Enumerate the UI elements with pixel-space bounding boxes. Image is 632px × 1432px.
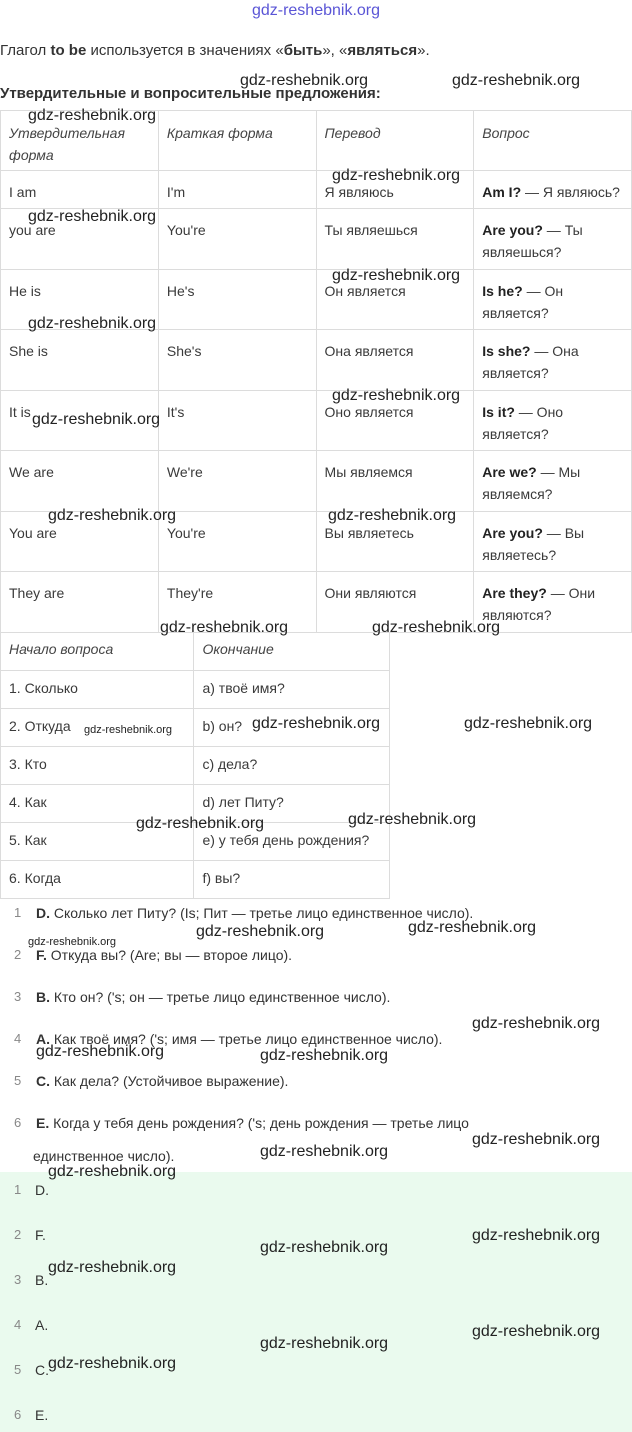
cell-translation: Я являюсь xyxy=(316,171,474,209)
cell-full: You are xyxy=(1,511,159,572)
question-en: Are you? xyxy=(482,222,543,238)
answer-number: 3 xyxy=(14,1272,22,1287)
table-row xyxy=(1,671,390,709)
answer-text xyxy=(36,1073,288,1089)
cell-translation: Она является xyxy=(316,330,474,391)
cell-translation: Оно является xyxy=(316,390,474,451)
cell-start: 6. Когда xyxy=(1,861,194,899)
answer-number: 6 xyxy=(14,1115,22,1130)
answer-explanation: Как твоё имя? ('s; имя — третье лицо единственное число). xyxy=(50,1031,443,1047)
answer-letter: A. xyxy=(36,1031,50,1047)
cell-start: 2. Откуда xyxy=(1,709,194,747)
question-en: Are you? xyxy=(482,524,543,541)
cell-translation: Мы являемся xyxy=(316,451,474,512)
cell-short: He's xyxy=(158,269,316,330)
answer-letter: A. xyxy=(35,1317,49,1333)
header-translation: Перевод xyxy=(316,111,474,171)
watermark: gdz-reshebnik.org xyxy=(472,1323,601,1340)
watermark: gdz-reshebnik.org xyxy=(196,923,325,940)
question-en: Are we? xyxy=(482,464,537,480)
answer-letter: C. xyxy=(36,1073,50,1089)
watermark: gdz-reshebnik.org xyxy=(240,72,369,89)
intro-sep: », « xyxy=(322,42,348,59)
question-ru: — Она является? xyxy=(482,343,579,381)
cell-start: 5. Как xyxy=(1,823,194,861)
watermark: gdz-reshebnik.org xyxy=(28,208,157,225)
cell-short: You're xyxy=(158,511,316,572)
watermark: gdz-reshebnik.org xyxy=(28,107,157,124)
watermark: gdz-reshebnik.org xyxy=(332,267,461,284)
intro-meaning-2: являться xyxy=(347,42,418,59)
watermark: gdz-reshebnik.org xyxy=(160,619,289,636)
answer-number: 2 xyxy=(14,1227,22,1242)
answer-number: 2 xyxy=(14,947,22,962)
watermark: gdz-reshebnik.org xyxy=(260,1239,389,1256)
intro-post: ». xyxy=(417,42,430,59)
cell-start: 3. Кто xyxy=(1,747,194,785)
watermark: gdz-reshebnik.org xyxy=(328,507,457,524)
watermark: gdz-reshebnik.org xyxy=(260,1143,389,1160)
to-be-forms-table xyxy=(0,110,632,633)
cell-full: He is xyxy=(1,269,159,330)
table-row xyxy=(1,572,632,633)
intro-meaning-1: быть xyxy=(283,42,323,59)
answer-number: 3 xyxy=(14,989,22,1004)
cell-translation: Вы являетесь xyxy=(316,511,474,572)
question-ru: — Он является? xyxy=(482,282,564,321)
question-ru: — Мы являемся? xyxy=(482,464,581,502)
question-ru: — Ты являешься? xyxy=(482,222,583,260)
answer-number: 4 xyxy=(14,1031,22,1046)
cell-short: I'm xyxy=(158,171,316,209)
cell-full: I am xyxy=(1,171,159,209)
header-short-form: Краткая форма xyxy=(158,111,316,171)
question-ru: — Они являются? xyxy=(482,585,596,623)
watermark: gdz-reshebnik.org xyxy=(348,811,477,828)
question-en: Is he? xyxy=(482,282,523,299)
cell-translation: Они являются xyxy=(316,572,474,633)
intro-pre: Глагол xyxy=(0,42,51,59)
answer-letter: B. xyxy=(36,989,50,1005)
table-header-row xyxy=(1,633,390,671)
cell-end: b) он? xyxy=(194,709,390,747)
answer-letter: C. xyxy=(35,1362,49,1378)
watermark: gdz-reshebnik.org xyxy=(260,1335,389,1352)
cell-end: e) у тебя день рождения? xyxy=(194,823,390,861)
watermark: gdz-reshebnik.org xyxy=(48,1259,177,1276)
answer-letter: B. xyxy=(35,1272,49,1288)
question-ru: — Вы являетесь? xyxy=(482,524,585,563)
watermark: gdz-reshebnik.org xyxy=(36,1043,165,1060)
answer-explanation: Откуда вы? (Are; вы — второе лицо). xyxy=(46,947,293,963)
cell-end: f) вы? xyxy=(194,861,390,899)
cell-question xyxy=(474,390,632,451)
answer-explanation: Когда у тебя день рождения? ('s; день рождения — третье лицо xyxy=(49,1115,469,1131)
watermark: gdz-reshebnik.org xyxy=(84,724,173,736)
cell-start: 4. Как xyxy=(1,785,194,823)
watermark: gdz-reshebnik.org xyxy=(332,167,461,184)
intro-verb: to be xyxy=(50,42,87,59)
watermark: gdz-reshebnik.org xyxy=(472,1015,601,1032)
watermark: gdz-reshebnik.org xyxy=(252,715,381,732)
answer-letter: F. xyxy=(35,1227,46,1243)
watermark: gdz-reshebnik.org xyxy=(28,315,157,332)
cell-translation: Он является xyxy=(316,269,474,330)
watermark: gdz-reshebnik.org xyxy=(472,1227,601,1244)
answer-text xyxy=(36,1115,469,1131)
watermark: gdz-reshebnik.org xyxy=(32,411,161,428)
answer-number: 6 xyxy=(14,1407,22,1422)
answer-letter: F. xyxy=(36,947,47,963)
answer-letter: E. xyxy=(36,1115,50,1131)
cell-full: They are xyxy=(1,572,159,633)
cell-question xyxy=(474,209,632,270)
cell-end: d) лет Питу? xyxy=(194,785,390,823)
answer-explanation: Сколько лет Питу? (Is; Пит — третье лицо единственное число). xyxy=(50,905,474,921)
header-question-start: Начало вопроса xyxy=(1,633,194,671)
question-en: Is it? xyxy=(482,403,515,420)
question-en: Is she? xyxy=(482,343,531,359)
header-question: Вопрос xyxy=(474,111,632,171)
watermark: gdz-reshebnik.org xyxy=(464,715,593,732)
question-ru: — Оно является? xyxy=(482,403,564,442)
cell-short: It's xyxy=(158,390,316,451)
cell-end: a) твоё имя? xyxy=(194,671,390,709)
answer-number: 5 xyxy=(14,1362,22,1377)
cell-question xyxy=(474,269,632,330)
cell-end: c) дела? xyxy=(194,747,390,785)
watermark: gdz-reshebnik.org xyxy=(48,507,177,524)
table-row xyxy=(1,330,632,391)
answer-text xyxy=(36,989,390,1005)
cell-full: She is xyxy=(1,330,159,391)
answer-letter: E. xyxy=(35,1407,49,1423)
answer-letter: D. xyxy=(36,905,50,921)
short-answers-panel xyxy=(0,1172,632,1432)
intro-text xyxy=(0,42,430,59)
cell-question xyxy=(474,511,632,572)
watermark: gdz-reshebnik.org xyxy=(48,1163,177,1180)
answer-text-continued: единственное число). xyxy=(33,1148,175,1164)
cell-translation: Ты являешься xyxy=(316,209,474,270)
watermark: gdz-reshebnik.org xyxy=(136,815,265,832)
watermark: gdz-reshebnik.org xyxy=(452,72,581,89)
answer-letter: D. xyxy=(35,1182,49,1198)
site-logo-text[interactable]: gdz-reshebnik.org xyxy=(251,2,381,19)
table-row xyxy=(1,451,632,512)
cell-question xyxy=(474,330,632,391)
table-row xyxy=(1,171,632,209)
question-en: Am I? xyxy=(482,184,522,200)
cell-full: you are xyxy=(1,209,159,270)
cell-short: They're xyxy=(158,572,316,633)
answer-number: 5 xyxy=(14,1073,22,1088)
cell-question xyxy=(474,171,632,209)
table-row xyxy=(1,861,390,899)
cell-short: She's xyxy=(158,330,316,391)
cell-short: We're xyxy=(158,451,316,512)
answer-number: 1 xyxy=(14,1182,22,1197)
watermark: gdz-reshebnik.org xyxy=(260,1047,389,1064)
watermark: gdz-reshebnik.org xyxy=(408,919,537,936)
header-full-form: Утвердительная форма xyxy=(1,111,159,171)
watermark: gdz-reshebnik.org xyxy=(372,619,501,636)
watermark: gdz-reshebnik.org xyxy=(472,1131,601,1148)
answer-number: 1 xyxy=(14,905,22,920)
cell-start: 1. Сколько xyxy=(1,671,194,709)
answer-text xyxy=(36,947,292,963)
header-question-end: Окончание xyxy=(194,633,390,671)
watermark: gdz-reshebnik.org xyxy=(48,1355,177,1372)
intro-mid: используется в значениях « xyxy=(86,42,284,59)
cell-full: It is xyxy=(1,390,159,451)
watermark: gdz-reshebnik.org xyxy=(28,936,117,948)
answer-explanation: Кто он? ('s; он — третье лицо единственное число). xyxy=(50,989,391,1005)
section-heading: Утвердительные и вопросительные предложения: xyxy=(0,85,381,102)
answer-explanation: Как дела? (Устойчивое выражение). xyxy=(50,1073,289,1089)
cell-full: We are xyxy=(1,451,159,512)
answer-number: 4 xyxy=(14,1317,22,1332)
question-ru: — Я являюсь? xyxy=(521,184,620,200)
cell-short: You're xyxy=(158,209,316,270)
matching-table xyxy=(0,632,390,899)
cell-question xyxy=(474,451,632,512)
watermark: gdz-reshebnik.org xyxy=(332,387,461,404)
table-row xyxy=(1,747,390,785)
question-en: Are they? xyxy=(482,585,547,601)
